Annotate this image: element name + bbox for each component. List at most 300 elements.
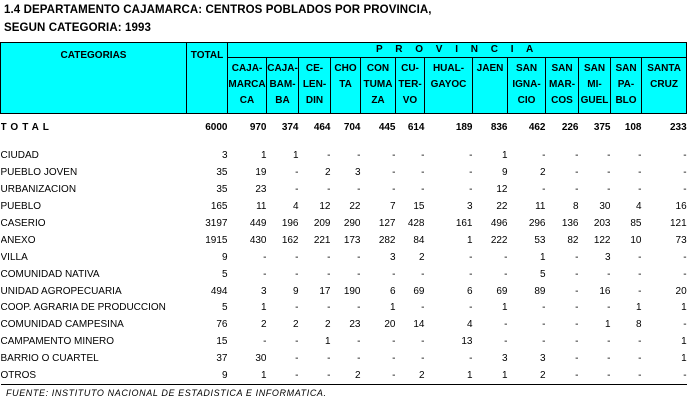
cell-value: 3	[260, 285, 267, 297]
cell-value: 8	[572, 201, 579, 213]
cell-value: 614	[407, 121, 425, 133]
table-row	[1, 317, 687, 334]
cell-value: 136	[561, 218, 579, 229]
spacer-cell	[1, 140, 687, 148]
cell-value: -	[683, 167, 687, 179]
cell-value: 4	[292, 201, 299, 213]
cell-value: 282	[378, 234, 396, 246]
cell-value: -	[607, 353, 611, 365]
cell-value: 2	[396, 368, 425, 385]
cell-value: 1	[466, 234, 473, 246]
table-row	[1, 300, 687, 317]
total-row	[1, 114, 687, 141]
cell-value: 161	[455, 218, 473, 229]
cell-value: 69	[413, 285, 425, 297]
cell-value: 15	[413, 201, 425, 213]
cell-value: 196	[281, 218, 299, 229]
cell-value: 1	[324, 336, 331, 348]
cell-value: -	[575, 353, 579, 365]
cell-value: -	[295, 167, 299, 179]
header-province-line: CIO	[517, 95, 536, 106]
cell-value: -	[575, 285, 579, 297]
cell-value: -	[469, 268, 473, 280]
cell-value: -	[607, 302, 611, 314]
cell-value: 3	[389, 251, 396, 263]
header-province-line: SAN	[615, 63, 637, 74]
cell-value: 16	[675, 201, 687, 213]
cell-value: -	[421, 184, 425, 196]
cell-value: 3	[501, 353, 508, 365]
cell-value: 30	[599, 201, 611, 213]
cell-value: -	[504, 251, 508, 263]
header-province-line: MARCA	[228, 79, 266, 90]
cell-value: -	[327, 268, 331, 280]
cell-value: 233	[669, 121, 687, 133]
cell-value: -	[469, 167, 473, 179]
cell-value: -	[683, 251, 687, 263]
header-categorias: CATEGORIAS	[1, 43, 187, 114]
header-province-line: BAM-	[269, 79, 296, 90]
cell-value: -	[469, 150, 473, 162]
cell-value: 23	[255, 184, 267, 196]
header-province-line: TA	[339, 79, 352, 90]
row-label: PUEBLO	[0, 201, 42, 213]
cell-value: 1	[425, 368, 473, 385]
cell-value: 2	[324, 167, 331, 179]
spacer-row	[1, 140, 687, 148]
cell-value: 970	[249, 121, 267, 133]
header-province-line	[473, 93, 507, 109]
cell-value: -	[542, 184, 546, 196]
cell-value: -	[357, 302, 361, 314]
cell-value: 296	[528, 218, 546, 229]
table-row	[1, 182, 687, 199]
header-total: TOTAL	[187, 43, 228, 114]
cell-value: 2	[292, 319, 299, 331]
cell-value: -	[327, 251, 331, 263]
cell-value: -	[542, 150, 546, 162]
cell-value: 1	[501, 150, 508, 162]
cell-value: 20	[384, 319, 396, 331]
cell-value: -	[638, 167, 642, 179]
cell-value: 89	[534, 285, 546, 297]
cell-value: 84	[413, 234, 425, 246]
cell-value: -	[295, 184, 299, 196]
cell-value: 2	[539, 167, 546, 179]
header-province-line	[473, 77, 507, 93]
cell-value: -	[392, 184, 396, 196]
cell-value: 430	[249, 234, 267, 246]
cell-value: 1915	[205, 234, 228, 246]
cell-value: -	[421, 268, 425, 280]
cell-value: -	[392, 353, 396, 365]
cell-value: 73	[675, 234, 687, 246]
cell-value: 1	[292, 150, 299, 162]
cell-value: 3	[221, 150, 228, 162]
header-province-line: JAEN	[476, 63, 504, 74]
cell-value: -	[357, 353, 361, 365]
cell-value: 496	[490, 218, 508, 229]
cell-value: 2	[331, 368, 361, 385]
cell-value: 19	[255, 167, 267, 179]
table-row	[1, 148, 687, 165]
row-label: COOP. AGRARIA DE PRODUCCION	[0, 302, 166, 314]
row-label: BARRIO O CUARTEL	[0, 353, 99, 365]
header-province-line: GAYOC	[430, 79, 467, 90]
table-row	[1, 232, 687, 249]
cell-value: 1	[473, 368, 508, 385]
cell-value: -	[295, 353, 299, 365]
header-province-line: CON	[366, 63, 390, 74]
row-label: CAMPAMENTO MINERO	[0, 336, 115, 348]
header-province-line: GUEL	[580, 95, 609, 106]
cell-value: -	[392, 167, 396, 179]
row-label: TOTAL	[0, 121, 53, 133]
cell-value: 221	[313, 234, 331, 246]
cell-value: -	[327, 353, 331, 365]
header-province-9	[546, 58, 579, 114]
cell-value: 9	[221, 251, 228, 263]
cell-value: 3	[466, 201, 473, 213]
cell-value: -	[357, 336, 361, 348]
cell-value: -	[683, 150, 687, 162]
header-province-line: SAN	[551, 63, 573, 74]
header-province-4	[361, 58, 396, 114]
header-province-line: CE-	[305, 63, 324, 74]
cell-value: 8	[635, 319, 642, 331]
cell-value: 449	[249, 218, 267, 229]
cell-value: 1	[681, 302, 687, 314]
cell-value: -	[638, 268, 642, 280]
cell-value: -	[607, 184, 611, 196]
header-province-line: SAN	[515, 63, 538, 74]
cell-value: -	[575, 336, 579, 348]
cell-value: 6000	[205, 121, 228, 133]
cell-value: -	[327, 302, 331, 314]
cell-value: 162	[281, 234, 299, 246]
cell-value: 3	[539, 353, 546, 365]
row-label: CIUDAD	[0, 150, 39, 162]
cell-value: -	[638, 184, 642, 196]
cell-value: -	[267, 368, 299, 385]
cell-value: -	[542, 302, 546, 314]
header-province-2	[299, 58, 331, 114]
cell-value: -	[546, 368, 579, 385]
cell-value: -	[295, 251, 299, 263]
header-province-10	[579, 58, 611, 114]
header-province-line: CHO	[334, 63, 357, 74]
cell-value: -	[575, 319, 579, 331]
cell-value: 4	[635, 201, 642, 213]
table-row	[1, 266, 687, 283]
header-province-3	[331, 58, 361, 114]
cell-value: 464	[313, 121, 331, 133]
header-province-12	[642, 58, 687, 114]
cell-value: -	[357, 184, 361, 196]
cell-value: -	[357, 150, 361, 162]
header-province-line: VO	[402, 95, 418, 106]
cell-value: 14	[413, 319, 425, 331]
cell-value: 1	[681, 353, 687, 365]
cell-value: 5	[221, 268, 228, 280]
cell-value: 5	[221, 302, 228, 314]
cell-value: 209	[313, 218, 331, 229]
header-province-line: BLO	[615, 95, 637, 106]
row-label: PUEBLO JOVEN	[0, 167, 78, 179]
cell-value: -	[469, 251, 473, 263]
cell-value: -	[504, 268, 508, 280]
cell-value: 108	[624, 121, 642, 133]
cell-value: -	[327, 150, 331, 162]
table-row	[1, 283, 687, 300]
cell-value: 4	[466, 319, 473, 331]
cell-value: 226	[561, 121, 579, 133]
table-row	[1, 216, 687, 233]
cell-value: -	[638, 336, 642, 348]
cell-value: 22	[349, 201, 361, 213]
cell-value: -	[683, 184, 687, 196]
cell-value: -	[575, 268, 579, 280]
cell-value: 9	[187, 368, 228, 385]
header-province-line: TUMA	[363, 79, 393, 90]
table-row	[1, 334, 687, 351]
cell-value: 290	[343, 218, 361, 229]
cell-value: 1	[260, 302, 267, 314]
row-label: URBANIZACION	[0, 184, 77, 196]
cell-value: -	[295, 268, 299, 280]
cell-value: -	[611, 368, 642, 385]
cell-value: 10	[630, 234, 642, 246]
cell-value: -	[504, 319, 508, 331]
cell-value: 122	[593, 234, 611, 246]
cell-value: 1	[635, 302, 642, 314]
cell-value: 1	[604, 319, 611, 331]
cell-value: 9	[501, 167, 508, 179]
cell-value: -	[421, 167, 425, 179]
cell-value: -	[575, 184, 579, 196]
cell-value: -	[469, 302, 473, 314]
cell-value: -	[357, 251, 361, 263]
cell-value: 7	[389, 201, 396, 213]
source-footnote: FUENTE: INSTITUTO NACIONAL DE ESTADISTICA E INFORMATICA.	[6, 388, 327, 398]
header-province-line: ZA	[371, 95, 385, 106]
cell-value: -	[469, 184, 473, 196]
cell-value: 190	[343, 285, 361, 297]
cell-value: 445	[378, 121, 396, 133]
cell-value: -	[357, 268, 361, 280]
cell-value: 53	[534, 234, 546, 246]
cell-value: -	[542, 336, 546, 348]
cell-value: 127	[378, 218, 396, 229]
cell-value: -	[638, 251, 642, 263]
cell-value: 16	[599, 285, 611, 297]
header-province-1	[267, 58, 299, 114]
cell-value: 428	[407, 218, 425, 229]
cell-value: -	[392, 336, 396, 348]
cell-value: -	[638, 353, 642, 365]
cell-value: 1	[260, 150, 267, 162]
cell-value: 15	[216, 336, 228, 348]
table-row	[1, 199, 687, 216]
cell-value: 462	[528, 121, 546, 133]
cell-value: 5	[539, 268, 546, 280]
data-table	[0, 42, 687, 385]
header-province-line: CA	[239, 95, 255, 106]
cell-value: 2	[324, 319, 331, 331]
cell-value: -	[421, 150, 425, 162]
cell-value: 6	[466, 285, 473, 297]
row-label: CASERIO	[0, 218, 46, 229]
header-province-line	[331, 93, 360, 109]
cell-value: -	[575, 150, 579, 162]
cell-value: 704	[343, 121, 361, 133]
header-province-0	[228, 58, 267, 114]
cell-value: 35	[216, 184, 228, 196]
header-province-11	[611, 58, 642, 114]
title-line-2: SEGUN CATEGORIA: 1993	[4, 22, 151, 34]
header-province-line: COS	[551, 95, 573, 106]
cell-value: 9	[292, 285, 299, 297]
cell-value: -	[295, 302, 299, 314]
cell-value: -	[607, 336, 611, 348]
cell-value: 1	[501, 302, 508, 314]
row-label: UNIDAD AGROPECUARIA	[0, 285, 122, 297]
cell-value: 3	[354, 167, 361, 179]
cell-value: -	[607, 150, 611, 162]
cell-value: -	[575, 302, 579, 314]
cell-value: -	[542, 319, 546, 331]
table-row	[1, 165, 687, 182]
cell-value: 1	[389, 302, 396, 314]
cell-value: 35	[216, 167, 228, 179]
cell-value: -	[392, 150, 396, 162]
header-province-line: DIN	[305, 95, 324, 106]
cell-value: 1	[539, 251, 546, 263]
cell-value: -	[638, 150, 642, 162]
header-province-line: CAJA-	[231, 63, 263, 74]
cell-value: 203	[593, 218, 611, 229]
cell-value: 173	[343, 234, 361, 246]
cell-value: 17	[319, 285, 331, 297]
cell-value: -	[683, 268, 687, 280]
row-label: VILLA	[0, 251, 28, 263]
cell-value: 12	[319, 201, 331, 213]
cell-value: 30	[255, 353, 267, 365]
cell-value: 836	[490, 121, 508, 133]
header-province-8	[508, 58, 546, 114]
header-province-line: TER-	[398, 79, 422, 90]
cell-value: -	[263, 268, 267, 280]
table-row	[1, 351, 687, 368]
header-province-line: HUAL-	[432, 63, 465, 74]
header-province-line: IGNA-	[512, 79, 541, 90]
title-line-1: 1.4 DEPARTAMENTO CAJAMARCA: CENTROS POBLADOS POR PROVINCIA,	[4, 4, 432, 16]
cell-value: -	[469, 353, 473, 365]
header-province-line: SAN	[583, 63, 606, 74]
header-province-line: CU-	[401, 63, 419, 74]
row-label: COMUNIDAD NATIVA	[0, 268, 100, 280]
cell-value: -	[607, 268, 611, 280]
table-row	[1, 368, 687, 385]
cell-value: 85	[630, 218, 642, 229]
cell-value: 11	[535, 201, 546, 213]
header-province-line: LEN-	[302, 79, 327, 90]
header-provincia: P R O V I N C I A	[228, 43, 687, 58]
row-label: COMUNIDAD CAMPESINA	[0, 319, 124, 331]
cell-value: -	[295, 336, 299, 348]
header-province-line	[425, 93, 472, 109]
cell-value: -	[504, 336, 508, 348]
cell-value: 1	[681, 336, 687, 348]
cell-value: -	[683, 319, 687, 331]
cell-value: 189	[455, 121, 473, 133]
row-label: ANEXO	[0, 234, 36, 246]
header-province-line: MAR-	[548, 79, 576, 90]
cell-value: 3	[604, 251, 611, 263]
cell-value: -	[361, 368, 396, 385]
header-province-7	[473, 58, 508, 114]
cell-value: 13	[461, 336, 473, 348]
cell-value: 1	[228, 368, 267, 385]
header-province-6	[425, 58, 473, 114]
cell-value: 121	[669, 218, 687, 229]
cell-value: -	[421, 336, 425, 348]
cell-value: 6	[389, 285, 396, 297]
cell-value: 20	[675, 285, 687, 297]
cell-value: -	[263, 336, 267, 348]
cell-value: -	[575, 251, 579, 263]
cell-value: -	[607, 167, 611, 179]
cell-value: -	[327, 184, 331, 196]
cell-value: 222	[490, 234, 508, 246]
cell-value: 76	[216, 319, 228, 331]
cell-value: -	[421, 302, 425, 314]
cell-value: 3197	[205, 218, 228, 229]
cell-value: 22	[496, 201, 508, 213]
cell-value: -	[263, 251, 267, 263]
cell-value: 12	[496, 184, 508, 196]
cell-value: 11	[256, 201, 267, 213]
table-row	[1, 249, 687, 266]
header-province-line: MI-	[587, 79, 602, 90]
header-province-line: BA	[275, 95, 290, 106]
cell-value: -	[638, 285, 642, 297]
header-province-line: PA-	[617, 79, 635, 90]
cell-value: -	[579, 368, 611, 385]
cell-value: 165	[210, 201, 228, 213]
header-province-line: CRUZ	[650, 79, 678, 90]
row-label: OTROS	[1, 368, 187, 385]
cell-value: 23	[349, 319, 361, 331]
cell-value: 69	[496, 285, 508, 297]
header-province-5	[396, 58, 425, 114]
cell-value: 2	[418, 251, 425, 263]
cell-value: 82	[567, 234, 579, 246]
cell-value: 2	[260, 319, 267, 331]
cell-value: 375	[593, 121, 611, 133]
cell-value: 374	[281, 121, 299, 133]
cell-value: 2	[508, 368, 546, 385]
header-province-line	[642, 93, 686, 109]
cell-value: -	[392, 268, 396, 280]
cell-value: -	[575, 167, 579, 179]
cell-value: 494	[210, 285, 228, 297]
cell-value: -	[299, 368, 331, 385]
cell-value: -	[421, 353, 425, 365]
header-province-line: SANTA	[647, 63, 681, 74]
header-province-line: CAJA-	[267, 63, 298, 74]
cell-value: 37	[216, 353, 228, 365]
